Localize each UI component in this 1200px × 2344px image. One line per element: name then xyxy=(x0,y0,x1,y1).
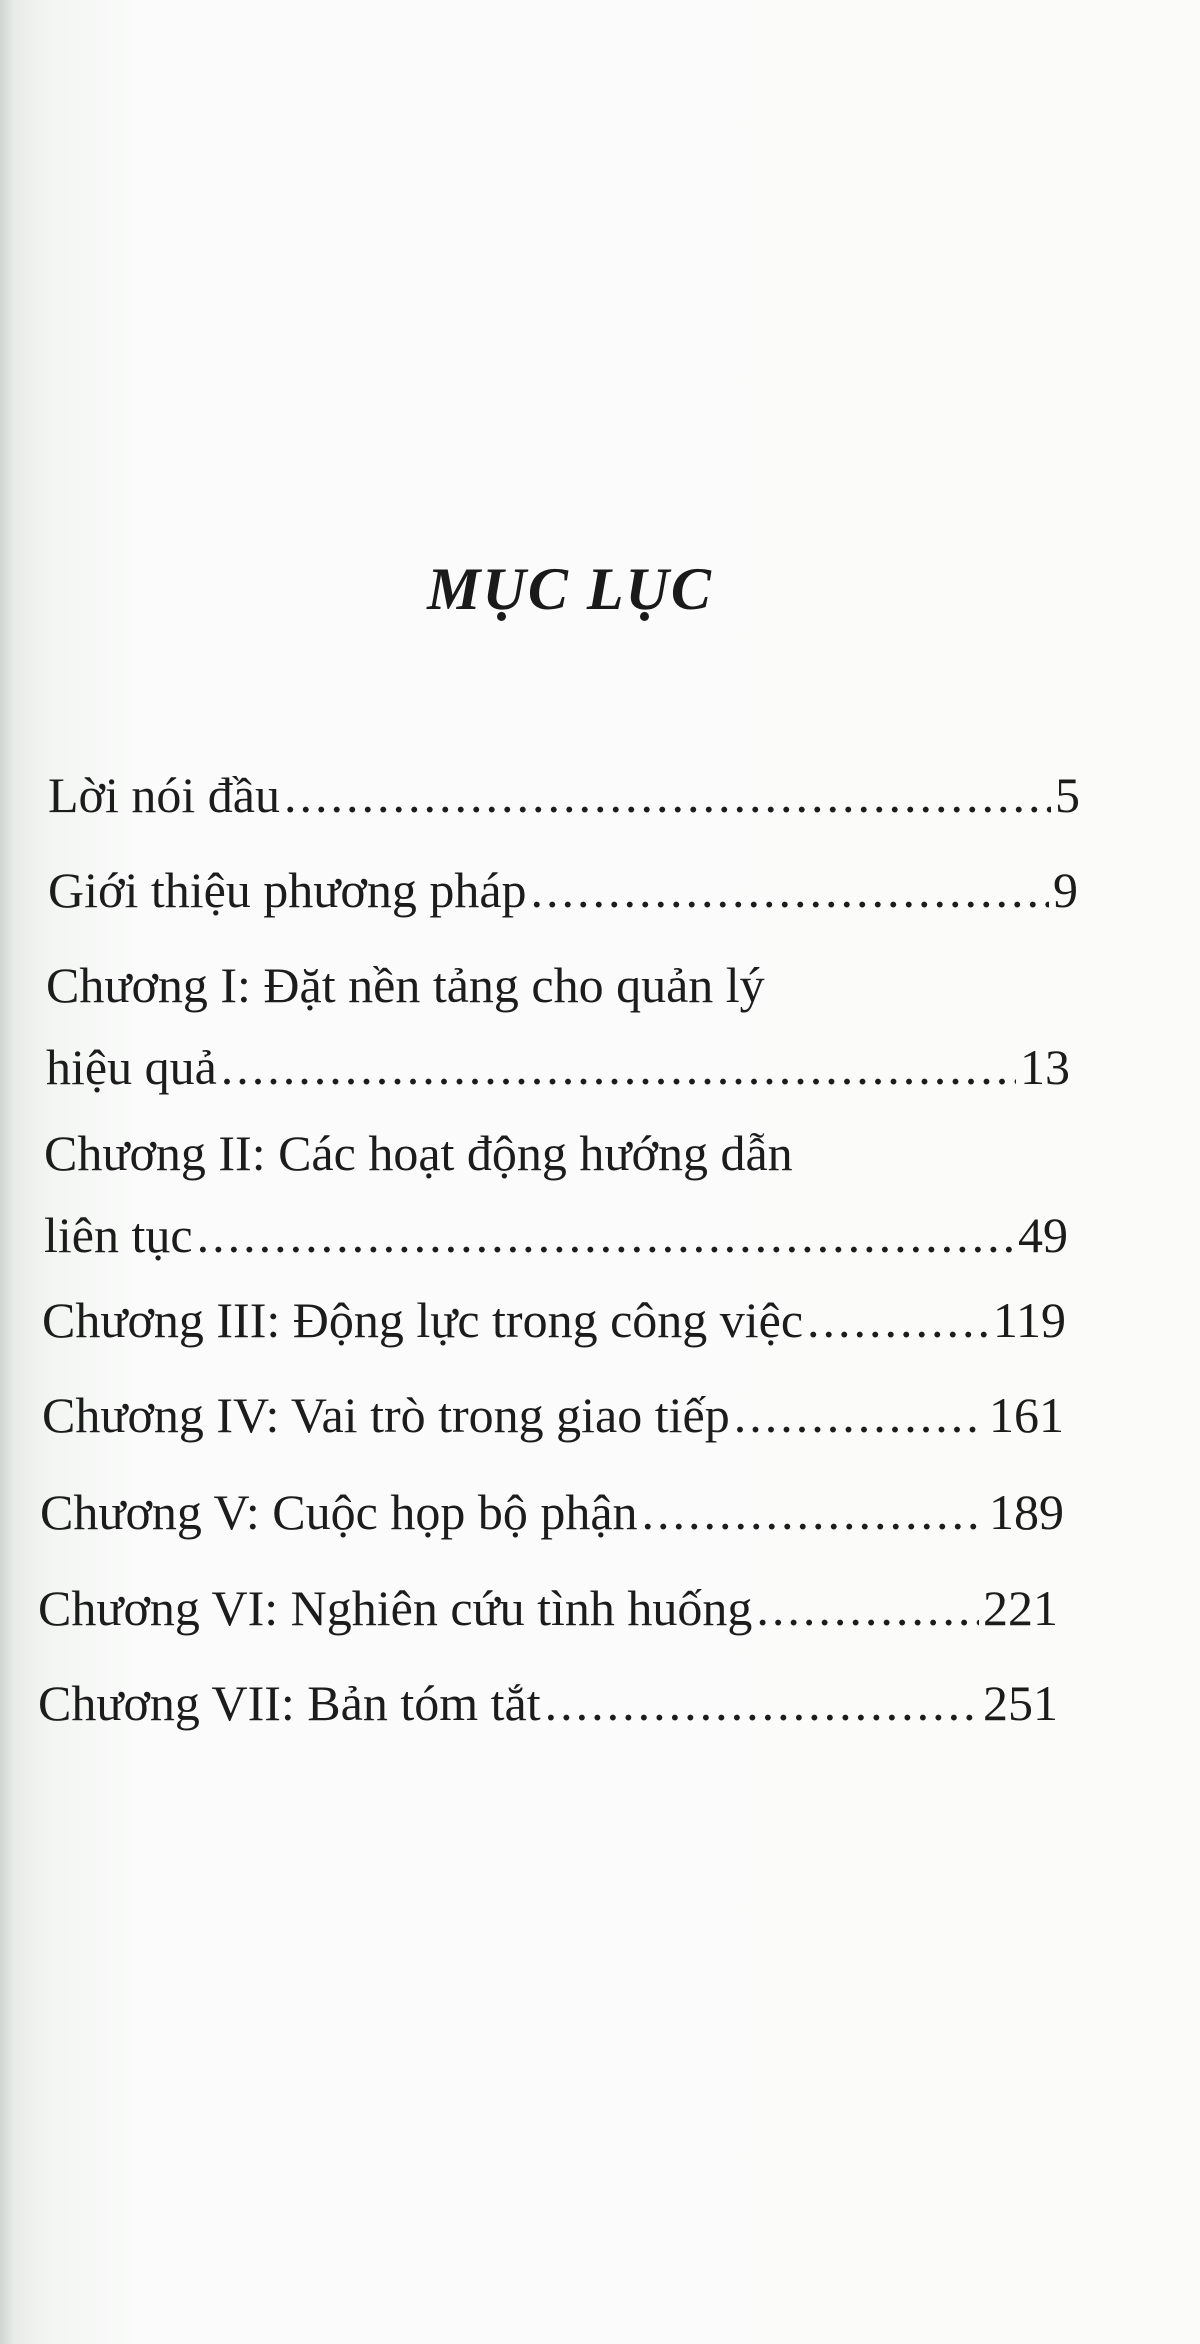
toc-entry-page: 189 xyxy=(989,1484,1064,1540)
dot-leader xyxy=(642,1482,985,1542)
toc-entry-title: Chương V: Cuộc họp bộ phận xyxy=(40,1484,638,1540)
toc-entry xyxy=(42,1385,1064,1445)
toc-entry-title: Giới thiệu phương pháp xyxy=(48,862,527,918)
dot-leader xyxy=(221,1037,1016,1097)
dot-leader xyxy=(531,860,1049,920)
toc-entry-title: Lời nói đầu xyxy=(48,767,280,823)
toc-entry-page: 161 xyxy=(989,1387,1064,1443)
toc-entry xyxy=(40,1482,1064,1542)
toc-entry-page: 9 xyxy=(1053,862,1078,918)
toc-entry-page: 251 xyxy=(983,1675,1058,1731)
dot-leader xyxy=(734,1385,985,1445)
dot-leader xyxy=(197,1205,1014,1265)
toc-entry-title: Chương VI: Nghiên cứu tình huống xyxy=(38,1580,753,1636)
toc-entry-title-continued: liên tục xyxy=(44,1207,193,1263)
toc-entry-title: Chương I: Đặt nền tảng cho quản lý xyxy=(46,957,765,1013)
toc-entry-title-continued: hiệu quả xyxy=(46,1039,217,1095)
toc-entry xyxy=(38,1673,1058,1733)
toc-entry-title: Chương VII: Bản tóm tắt xyxy=(38,1675,541,1731)
toc-entry-title: Chương II: Các hoạt động hướng dẫn xyxy=(44,1125,793,1181)
toc-entry xyxy=(48,860,1078,920)
dot-leader xyxy=(284,765,1051,825)
toc-entry-page: 49 xyxy=(1018,1207,1068,1263)
toc-entry xyxy=(48,765,1080,825)
toc-entry-page: 5 xyxy=(1055,767,1080,823)
toc-entry-page: 221 xyxy=(983,1580,1058,1636)
toc-entry xyxy=(38,1578,1058,1638)
toc-title: MỤC LỤC xyxy=(427,556,713,622)
dot-leader xyxy=(756,1578,979,1638)
toc-entry-page: 119 xyxy=(992,1292,1066,1348)
dot-leader xyxy=(807,1290,989,1350)
dot-leader xyxy=(545,1673,979,1733)
toc-entry xyxy=(42,1290,1066,1350)
toc-entry-title: Chương III: Động lực trong công việc xyxy=(42,1292,804,1348)
toc-entry xyxy=(46,955,1070,1097)
toc-entry xyxy=(44,1123,1068,1265)
toc-entry-page: 13 xyxy=(1020,1039,1070,1095)
toc-entry-title: Chương IV: Vai trò trong giao tiếp xyxy=(42,1387,730,1443)
